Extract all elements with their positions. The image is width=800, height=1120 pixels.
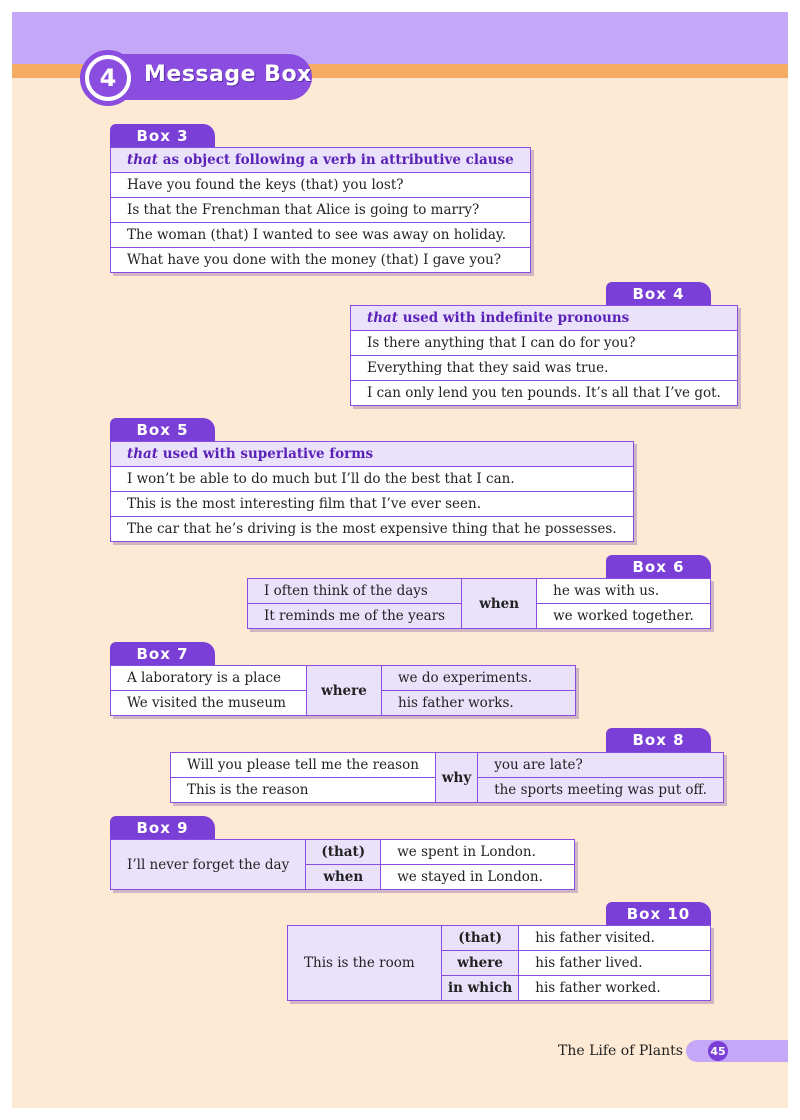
- box9-right: we stayed in London.: [381, 865, 575, 890]
- box10-connector: (that): [442, 926, 519, 951]
- box7-right: we do experiments.: [382, 666, 576, 691]
- box10-connector: in which: [442, 976, 519, 1001]
- box8-right: you are late?: [478, 753, 724, 778]
- box9-right: we spent in London.: [381, 840, 575, 865]
- box6-table: [247, 578, 711, 629]
- box7-table: [110, 665, 576, 716]
- box8-right: the sports meeting was put off.: [478, 778, 724, 803]
- box5-row: The car that he’s driving is the most expensive thing that he possesses.: [111, 517, 634, 542]
- box6-right: we worked together.: [537, 604, 711, 629]
- page: [12, 12, 788, 1108]
- box5-header: that used with superlative forms: [111, 442, 634, 467]
- box6-label: Box 6: [606, 555, 711, 579]
- box10-left: This is the room: [288, 926, 442, 1001]
- box10-connector: where: [442, 951, 519, 976]
- box6-connector: when: [462, 579, 537, 629]
- box3-row: The woman (that) I wanted to see was away on holiday.: [111, 223, 531, 248]
- box6-left: It reminds me of the years: [248, 604, 462, 629]
- box6-left: I often think of the days: [248, 579, 462, 604]
- section-number-badge: [80, 50, 136, 106]
- box8-connector: why: [435, 753, 477, 803]
- box7-left: A laboratory is a place: [111, 666, 307, 691]
- box3-header: that as object following a verb in attributive clause: [111, 148, 531, 173]
- box5-row: I won’t be able to do much but I’ll do the best that I can.: [111, 467, 634, 492]
- box10-table: [287, 925, 711, 1001]
- box9-label: Box 9: [110, 816, 215, 840]
- section-number: 4: [89, 59, 127, 97]
- box6-right: he was with us.: [537, 579, 711, 604]
- box4-row: Everything that they said was true.: [351, 356, 738, 381]
- section-header: [82, 50, 322, 108]
- box4-table: [350, 305, 738, 406]
- box7-right: his father works.: [382, 691, 576, 716]
- box10-right: his father lived.: [519, 951, 711, 976]
- box5-label: Box 5: [110, 418, 215, 442]
- section-title: Message Box: [144, 62, 312, 87]
- box3-row: Have you found the keys (that) you lost?: [111, 173, 531, 198]
- box3-label: Box 3: [110, 124, 215, 148]
- box3-row: What have you done with the money (that) I gave you?: [111, 248, 531, 273]
- box5-table: [110, 441, 634, 542]
- box8-table: [170, 752, 724, 803]
- box4-header: that used with indefinite pronouns: [351, 306, 738, 331]
- box3-row: Is that the Frenchman that Alice is going to marry?: [111, 198, 531, 223]
- footer-book-title: The Life of Plants: [558, 1043, 683, 1059]
- box10-right: his father visited.: [519, 926, 711, 951]
- box7-left: We visited the museum: [111, 691, 307, 716]
- box8-left: This is the reason: [171, 778, 436, 803]
- box9-connector: when: [306, 865, 381, 890]
- page-number-pill: [686, 1040, 788, 1062]
- box4-row: I can only lend you ten pounds. It’s all that I’ve got.: [351, 381, 738, 406]
- box8-left: Will you please tell me the reason: [171, 753, 436, 778]
- box7-connector: where: [307, 666, 382, 716]
- box9-connector: (that): [306, 840, 381, 865]
- box9-left: I’ll never forget the day: [111, 840, 306, 890]
- box9-table: [110, 839, 575, 890]
- box7-label: Box 7: [110, 642, 215, 666]
- page-number: 45: [708, 1041, 728, 1061]
- box3-table: [110, 147, 531, 273]
- box8-label: Box 8: [606, 728, 711, 752]
- box4-row: Is there anything that I can do for you?: [351, 331, 738, 356]
- box5-row: This is the most interesting film that I’ve ever seen.: [111, 492, 634, 517]
- box4-label: Box 4: [606, 282, 711, 306]
- box10-right: his father worked.: [519, 976, 711, 1001]
- box10-label: Box 10: [606, 902, 711, 926]
